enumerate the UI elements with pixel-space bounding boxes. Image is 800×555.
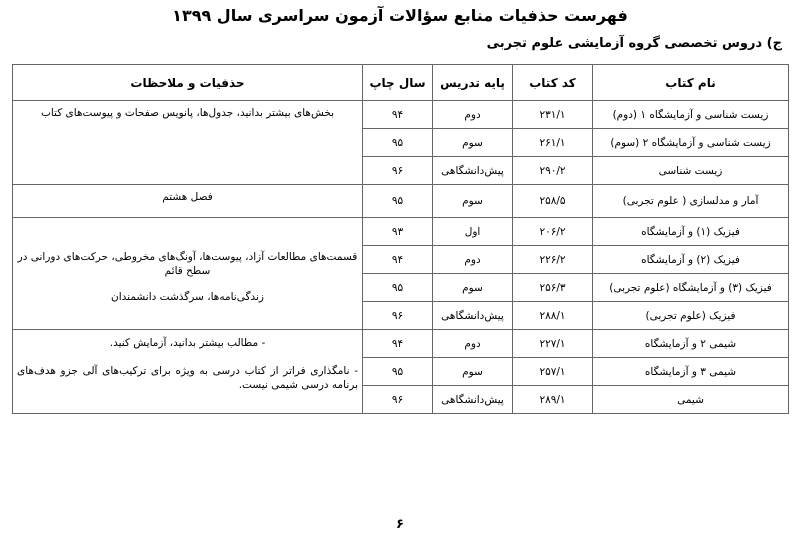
deletions-table <box>12 64 789 414</box>
notes-cell-biology <box>13 101 363 185</box>
year-cell: ۹۶ <box>363 302 433 330</box>
grade-cell: سوم <box>433 358 513 386</box>
year-cell: ۹۴ <box>363 330 433 358</box>
book-code-cell: ۲۹۰/۲ <box>513 157 593 185</box>
notes-cell-statistics <box>13 185 363 218</box>
book-code-cell: ۲۲۷/۱ <box>513 330 593 358</box>
note-text: زندگی‌نامه‌ها، سرگذشت دانشمندان <box>111 291 264 303</box>
note-text: - نامگذاری فراتر از کتاب درسی به ویژه برای ترکیب‌های آلی جزو هدف‌های برنامه درسی شیمی نیست. <box>17 365 358 391</box>
book-name-cell: فیزیک (۱) و آزمایشگاه <box>593 218 789 246</box>
table-row <box>13 101 789 129</box>
grade-cell: پیش‌دانشگاهی <box>433 157 513 185</box>
grade-cell: اول <box>433 218 513 246</box>
year-cell: ۹۴ <box>363 101 433 129</box>
table-row <box>13 185 789 218</box>
book-code-cell: ۲۸۹/۱ <box>513 386 593 414</box>
book-name-cell: فیزیک (۳) و آزمایشگاه (علوم تجربی) <box>593 274 789 302</box>
book-name-cell: شیمی <box>593 386 789 414</box>
book-code-cell: ۲۲۶/۲ <box>513 246 593 274</box>
page-number: ۶ <box>396 517 404 532</box>
table-row <box>13 330 789 358</box>
grade-cell: سوم <box>433 129 513 157</box>
grade-cell: سوم <box>433 274 513 302</box>
book-code-cell: ۲۵۸/۵ <box>513 185 593 218</box>
year-cell: ۹۶ <box>363 157 433 185</box>
note-text: قسمت‌های مطالعات آزاد، پیوست‌ها، آونگ‌های مخروطی، حرکت‌های دورانی در سطح قائم <box>17 251 358 277</box>
book-name-cell: شیمی ۳ و آزمایشگاه <box>593 358 789 386</box>
grade-cell: پیش‌دانشگاهی <box>433 386 513 414</box>
book-code-cell: ۲۸۸/۱ <box>513 302 593 330</box>
note-text: - مطالب بیشتر بدانید، آزمایش کنید. <box>109 337 266 349</box>
header-book-name: نام کتاب <box>593 65 789 101</box>
note-text: فصل هشتم <box>162 191 213 203</box>
document-title: فهرست حذفیات منابع سؤالات آزمون سراسری سال ۱۳۹۹ <box>172 6 628 25</box>
grade-cell: دوم <box>433 246 513 274</box>
notes-cell-chemistry <box>13 330 363 414</box>
grade-cell: پیش‌دانشگاهی <box>433 302 513 330</box>
grade-cell: دوم <box>433 330 513 358</box>
book-code-cell: ۲۳۱/۱ <box>513 101 593 129</box>
grade-cell: دوم <box>433 101 513 129</box>
book-name-cell: آمار و مدلسازی ( علوم تجربی) <box>593 185 789 218</box>
book-code-cell: ۲۵۶/۳ <box>513 274 593 302</box>
table-row <box>13 218 789 246</box>
section-subtitle: ج) دروس تخصصی گروه آزمایشی علوم تجربی <box>486 36 782 51</box>
book-name-cell: زیست شناسی و آزمایشگاه ۱ (دوم) <box>593 101 789 129</box>
grade-cell: سوم <box>433 185 513 218</box>
year-cell: ۹۵ <box>363 274 433 302</box>
book-name-cell: زیست شناسی و آزمایشگاه ۲ (سوم) <box>593 129 789 157</box>
year-cell: ۹۵ <box>363 129 433 157</box>
header-book-code: کد کتاب <box>513 65 593 101</box>
header-grade: پایه تدریس <box>433 65 513 101</box>
book-name-cell: زیست شناسی <box>593 157 789 185</box>
year-cell: ۹۵ <box>363 358 433 386</box>
book-code-cell: ۲۰۶/۲ <box>513 218 593 246</box>
book-name-cell: شیمی ۲ و آزمایشگاه <box>593 330 789 358</box>
header-notes: حذفیات و ملاحظات <box>13 65 363 101</box>
book-name-cell: فیزیک (علوم تجربی) <box>593 302 789 330</box>
table-header-row <box>13 65 789 101</box>
year-cell: ۹۴ <box>363 246 433 274</box>
book-name-cell: فیزیک (۲) و آزمایشگاه <box>593 246 789 274</box>
year-cell: ۹۵ <box>363 185 433 218</box>
note-text: بخش‌های بیشتر بدانید، جدول‌ها، پانویس صفحات و پیوست‌های کتاب <box>40 107 335 119</box>
year-cell: ۹۶ <box>363 386 433 414</box>
year-cell: ۹۳ <box>363 218 433 246</box>
book-code-cell: ۲۵۷/۱ <box>513 358 593 386</box>
notes-cell-physics <box>13 218 363 330</box>
header-year: سال چاپ <box>363 65 433 101</box>
book-code-cell: ۲۶۱/۱ <box>513 129 593 157</box>
